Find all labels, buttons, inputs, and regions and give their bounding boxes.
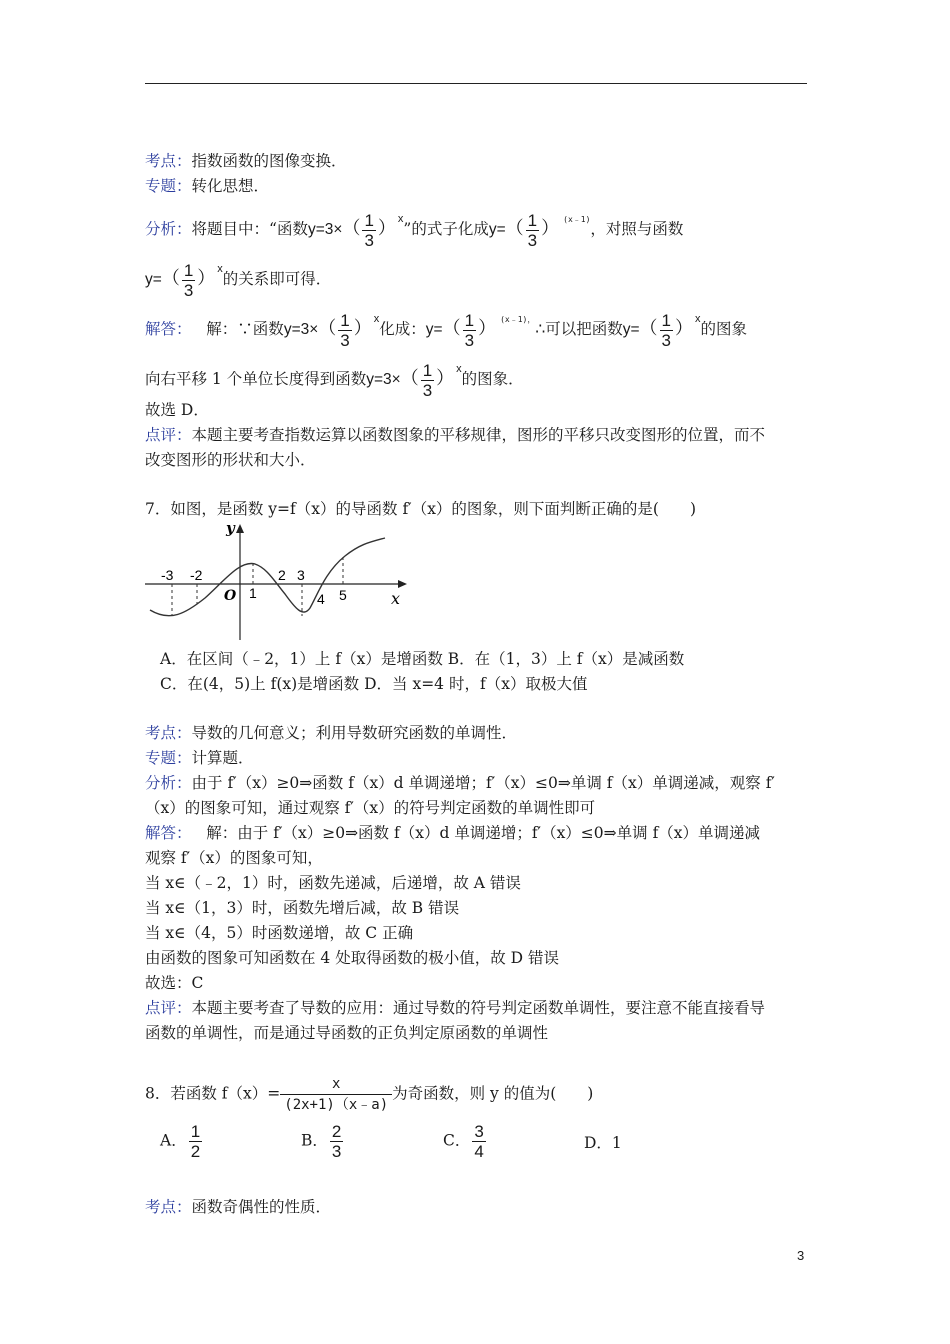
q6-jieda-text-f: 的图象． <box>461 370 524 388</box>
page-number: 3 <box>797 1248 805 1263</box>
label-fenxi: 分析： <box>145 220 192 238</box>
math-exponent: x <box>694 313 701 325</box>
math-paren: （ <box>639 318 658 339</box>
math-expr: y= <box>488 221 506 238</box>
q7-dianping-line1 <box>145 997 765 1019</box>
label-jieda: 解答： <box>145 320 192 338</box>
q7-kaodian-text: 导数的几何意义；利用导数研究函数的单调性． <box>191 724 518 742</box>
math-exponent: (x﹣1)， <box>500 315 536 324</box>
label-fenxi: 分析： <box>145 774 192 792</box>
q6-jieda-text-c: ∴可以把函数 <box>535 320 623 338</box>
fraction-one-third: $\frac{1}{3}$ <box>661 310 671 350</box>
header-rule <box>145 83 807 84</box>
math-expr: y= <box>425 321 443 338</box>
q8-option-a: A． $\frac{1}{2}$ <box>160 1122 201 1161</box>
q7-jieda-line6: 由函数的图象可知函数在 4 处取得函数的极小值，故 D 错误 <box>145 949 559 967</box>
math-paren: （ <box>400 368 419 389</box>
label-jieda: 解答： <box>145 824 192 842</box>
math-paren: ） <box>436 368 455 389</box>
q7-jieda-line2: 观察 f′（x）的图象可知， <box>145 849 323 867</box>
math-paren: （ <box>505 218 524 239</box>
math-paren: ） <box>541 218 560 239</box>
q8-option-d: D．1 <box>584 1134 622 1152</box>
q6-jieda-text-a: 解：∵函数 <box>206 320 284 338</box>
q7-options-line1: A．在区间（﹣2，1）上 f（x）是增函数 B．在（1，3）上 f（x）是减函数 <box>160 650 685 668</box>
derivative-curve <box>150 538 385 616</box>
tick-label: 1 <box>249 585 257 601</box>
math-exponent: x <box>373 313 380 325</box>
fraction-one-third: $\frac{1}{3}$ <box>364 210 374 250</box>
q8-kaodian-line <box>145 1196 331 1218</box>
q6-fenxi-text-b: ”的式子化成 <box>403 220 489 238</box>
math-paren: （ <box>318 318 337 339</box>
label-zhuanti: 专题： <box>145 177 192 195</box>
q6-jieda-text-e: 向右平移 1 个单位长度得到函数 <box>145 370 367 388</box>
q8-stem-text-a: 8．若函数 f（x）= <box>145 1084 281 1103</box>
q7-zhuanti-line <box>145 747 254 769</box>
q8-stem <box>145 1074 593 1115</box>
fraction-one-third: $\frac{1}{3}$ <box>527 210 538 250</box>
x-axis-label: x <box>391 589 401 608</box>
tick-label: -3 <box>161 567 174 583</box>
q6-jieda-text-b: 化成： <box>379 320 426 338</box>
q6-zhuanti-line <box>145 175 269 197</box>
label-kaodian: 考点： <box>145 1198 192 1216</box>
x-axis-arrow <box>398 580 407 588</box>
q7-jieda-line4: 当 x∈（1，3）时，函数先增后减，故 B 错误 <box>145 899 460 917</box>
tick-label: 3 <box>297 567 305 583</box>
q6-fenxi-line1 <box>145 208 683 250</box>
q6-jieda-line1 <box>145 308 747 350</box>
q8-fraction: $\frac{x}{(2x+1)(x﹣a)}$ <box>280 1074 392 1115</box>
math-exponent: x <box>397 213 404 225</box>
math-expr: y=3× <box>307 221 343 238</box>
math-expr: y= <box>145 271 162 288</box>
q7-jieda-line1 <box>145 822 760 844</box>
math-expr: y=3× <box>283 321 319 338</box>
q7-guxuan: 故选：C <box>145 974 204 992</box>
q8-option-c: C． $\frac{3}{4}$ <box>443 1122 484 1161</box>
q7-fenxi-text: 由于 f′（x）≥0⇒函数 f（x）d 单调递增；f′（x）≤0⇒单调 f（x）单调递减，观察 f′ <box>191 774 775 792</box>
q6-zhuanti-text: 转化思想． <box>191 177 270 195</box>
derivative-graph <box>145 522 415 642</box>
fraction-one-third: $\frac{1}{3}$ <box>464 310 475 350</box>
tick-label: 2 <box>278 567 286 583</box>
tick-label: 5 <box>339 587 347 603</box>
label-zhuanti: 专题： <box>145 749 192 767</box>
math-exponent: x <box>217 263 223 275</box>
q7-jieda-line5: 当 x∈（4，5）时函数递增，故 C 正确 <box>145 924 414 942</box>
q7-options-line2: C．在(4，5)上 f(x)是增函数 D．当 x=4 时，f（x）取极大值 <box>160 675 588 693</box>
math-paren: ） <box>674 318 693 339</box>
math-paren: ） <box>353 318 372 339</box>
math-paren: ） <box>478 318 497 339</box>
q7-dianping-line2: 函数的单调性，而是通过导函数的正负判定原函数的单调性 <box>145 1024 549 1042</box>
q6-fenxi-text-d: 的关系即可得． <box>222 270 332 288</box>
q6-dianping-text: 本题主要考查指数运算以函数图象的平移规律，图形的平移只改变图形的位置，而不 <box>191 426 766 444</box>
fraction-one-third: $\frac{1}{3}$ <box>340 310 350 350</box>
math-paren: （ <box>342 218 361 239</box>
q6-guxuan: 故选 D． <box>145 401 209 419</box>
math-paren: ） <box>377 218 396 239</box>
q7-jieda-line3: 当 x∈（﹣2，1）时，函数先递减，后递增，故 A 错误 <box>145 874 521 892</box>
math-expr: y= <box>622 321 640 338</box>
q7-kaodian-line <box>145 722 517 744</box>
q6-kaodian-line <box>145 150 347 172</box>
math-exponent: (x﹣1) <box>563 215 591 224</box>
label-dianping: 点评： <box>145 426 192 444</box>
fraction-one-third: $\frac{1}{3}$ <box>183 260 194 300</box>
q6-dianping-line2: 改变图形的形状和大小． <box>145 451 316 469</box>
q7-fenxi-line2: （x）的图象可知，通过观察 f′（x）的符号判定函数的单调性即可 <box>145 799 596 817</box>
math-paren: （ <box>161 268 180 289</box>
q8-stem-text-b: 为奇函数，则 y 的值为( ) <box>392 1084 594 1103</box>
label-kaodian: 考点： <box>145 152 192 170</box>
q7-fenxi-line1 <box>145 772 775 794</box>
q6-jieda-text-d: 的图象 <box>700 320 747 338</box>
label-dianping: 点评： <box>145 999 192 1017</box>
q6-fenxi-line2 <box>145 258 331 300</box>
q7-stem: 7．如图，是函数 y=f（x）的导函数 f′（x）的图象，则下面判断正确的是( ) <box>145 500 697 518</box>
y-axis-arrow <box>236 524 244 533</box>
q8-option-a-fraction: $\frac{1}{2}$ <box>190 1122 201 1161</box>
tick-label: 4 <box>317 591 325 607</box>
q6-fenxi-text-c: ，对照与函数 <box>590 220 684 238</box>
q8-option-c-fraction: $\frac{3}{4}$ <box>474 1122 484 1161</box>
q7-zhuanti-text: 计算题． <box>191 749 254 767</box>
q6-kaodian-text: 指数函数的图像变换． <box>191 152 347 170</box>
q8-kaodian-text: 函数奇偶性的性质． <box>191 1198 332 1216</box>
q8-option-b-fraction: $\frac{2}{3}$ <box>331 1122 342 1161</box>
fraction-one-third: $\frac{1}{3}$ <box>422 360 433 400</box>
label-kaodian: 考点： <box>145 724 192 742</box>
y-axis-label: y <box>226 522 235 537</box>
q6-dianping-line1 <box>145 424 765 446</box>
q6-jieda-line2 <box>145 358 524 400</box>
origin-label: O <box>224 588 237 604</box>
tick-label: -2 <box>190 567 203 583</box>
math-expr: y=3× <box>366 371 401 388</box>
math-exponent: x <box>456 363 462 375</box>
math-paren: （ <box>442 318 461 339</box>
q6-fenxi-text-a: 将题目中：“函数 <box>191 220 308 238</box>
q8-option-b: B． $\frac{2}{3}$ <box>301 1122 342 1161</box>
math-paren: ） <box>197 268 216 289</box>
q7-dianping-text: 本题主要考查了导数的应用：通过导数的符号判定函数单调性，要注意不能直接看导 <box>191 999 766 1017</box>
q7-jieda-text: 解：由于 f′（x）≥0⇒函数 f（x）d 单调递增；f′（x）≤0⇒单调 f（x）单调递减 <box>206 824 761 842</box>
